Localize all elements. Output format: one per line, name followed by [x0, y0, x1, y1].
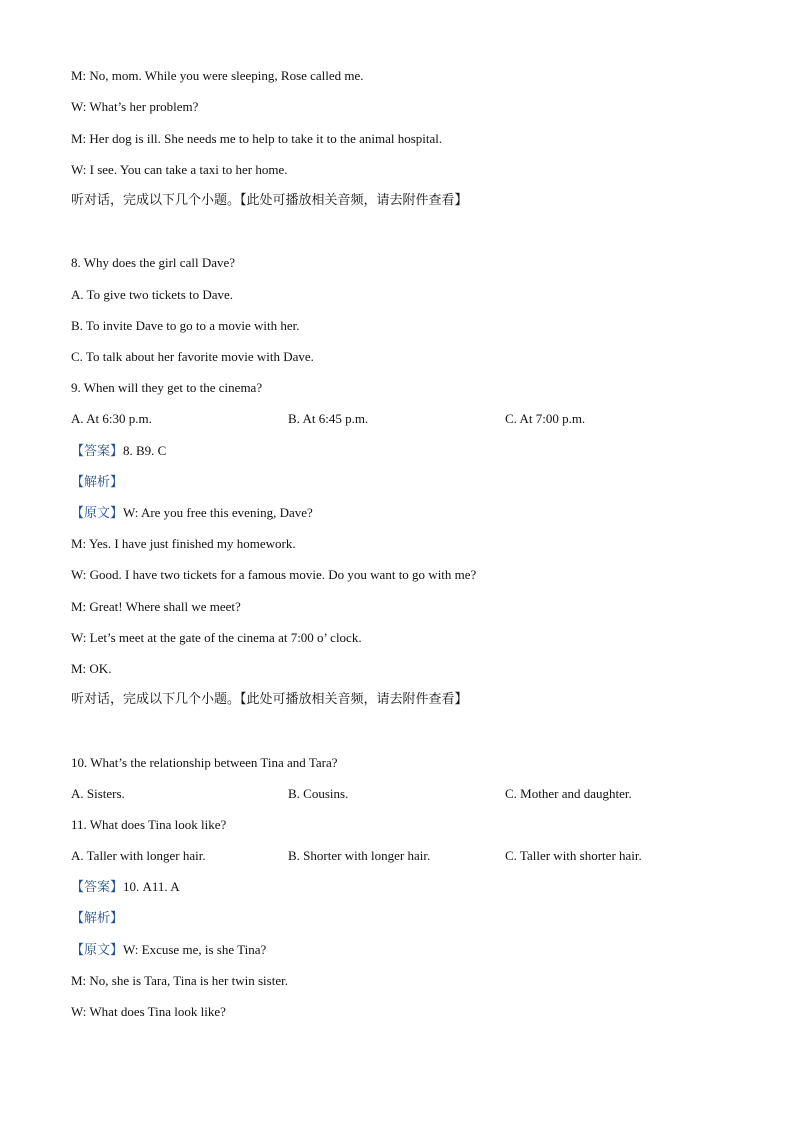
question-9-stem: 9. When will they get to the cinema?: [71, 380, 263, 395]
question-11-option-b: B. Shorter with longer hair.: [288, 848, 431, 863]
analysis-tag: 【解析】: [71, 911, 124, 926]
question-8-stem: 8. Why does the girl call Dave?: [71, 255, 236, 270]
transcript-text: W: Excuse me, is she Tina?: [123, 942, 267, 957]
transcript-line: M: Great! Where shall we meet?: [71, 599, 241, 614]
question-9-options: [71, 411, 751, 427]
transcript-tag: 【原文】: [71, 506, 124, 521]
answer-tag: 【答案】: [71, 444, 124, 459]
question-8-option-a: A. To give two tickets to Dave.: [71, 287, 234, 302]
answer-tag: 【答案】: [71, 880, 124, 895]
transcript-line: W: Good. I have two tickets for a famous movie. Do you want to go with me?: [71, 567, 477, 582]
answer-line: [71, 879, 180, 896]
question-11-options: [71, 848, 751, 864]
analysis-line: [71, 910, 123, 927]
dialog-line: M: Her dog is ill. She needs me to help to take it to the animal hospital.: [71, 131, 443, 146]
transcript-line: M: Yes. I have just finished my homework.: [71, 536, 296, 551]
dialog-line: M: No, mom. While you were sleeping, Rose called me.: [71, 68, 364, 83]
question-11-option-c: C. Taller with shorter hair.: [505, 848, 642, 863]
question-11-option-a: A. Taller with longer hair.: [71, 848, 206, 863]
transcript-line: [71, 942, 266, 959]
transcript-text: W: Are you free this evening, Dave?: [123, 505, 313, 520]
question-9-option-a: A. At 6:30 p.m.: [71, 411, 152, 426]
transcript-tag: 【原文】: [71, 943, 124, 958]
transcript-line: W: What does Tina look like?: [71, 1004, 226, 1019]
question-10-options: [71, 786, 751, 802]
transcript-line: M: OK.: [71, 661, 112, 676]
dialog-line: W: What’s her problem?: [71, 99, 199, 114]
transcript-line: M: No, she is Tara, Tina is her twin sister.: [71, 973, 288, 988]
question-10-option-b: B. Cousins.: [288, 786, 349, 801]
question-10-option-a: A. Sisters.: [71, 786, 125, 801]
listening-instruction: 听对话，完成以下几个小题。【此处可播放相关音频，请去附件查看】: [71, 193, 468, 208]
question-10-stem: 10. What’s the relationship between Tina and Tara?: [71, 755, 338, 770]
answer-line: [71, 443, 166, 460]
question-8-option-b: B. To invite Dave to go to a movie with her.: [71, 318, 300, 333]
answer-text: 10. A11. A: [123, 879, 180, 894]
question-9-option-b: B. At 6:45 p.m.: [288, 411, 369, 426]
analysis-tag: 【解析】: [71, 475, 124, 490]
answer-text: 8. B9. C: [123, 443, 167, 458]
listening-instruction: 听对话，完成以下几个小题。【此处可播放相关音频，请去附件查看】: [71, 692, 468, 707]
question-10-option-c: C. Mother and daughter.: [505, 786, 632, 801]
transcript-line: W: Let’s meet at the gate of the cinema at 7:00 o’ clock.: [71, 630, 362, 645]
question-11-stem: 11. What does Tina look like?: [71, 817, 227, 832]
dialog-line: W: I see. You can take a taxi to her home.: [71, 162, 288, 177]
analysis-line: [71, 474, 123, 491]
transcript-line: [71, 505, 313, 522]
question-9-option-c: C. At 7:00 p.m.: [505, 411, 586, 426]
question-8-option-c: C. To talk about her favorite movie with Dave.: [71, 349, 314, 364]
